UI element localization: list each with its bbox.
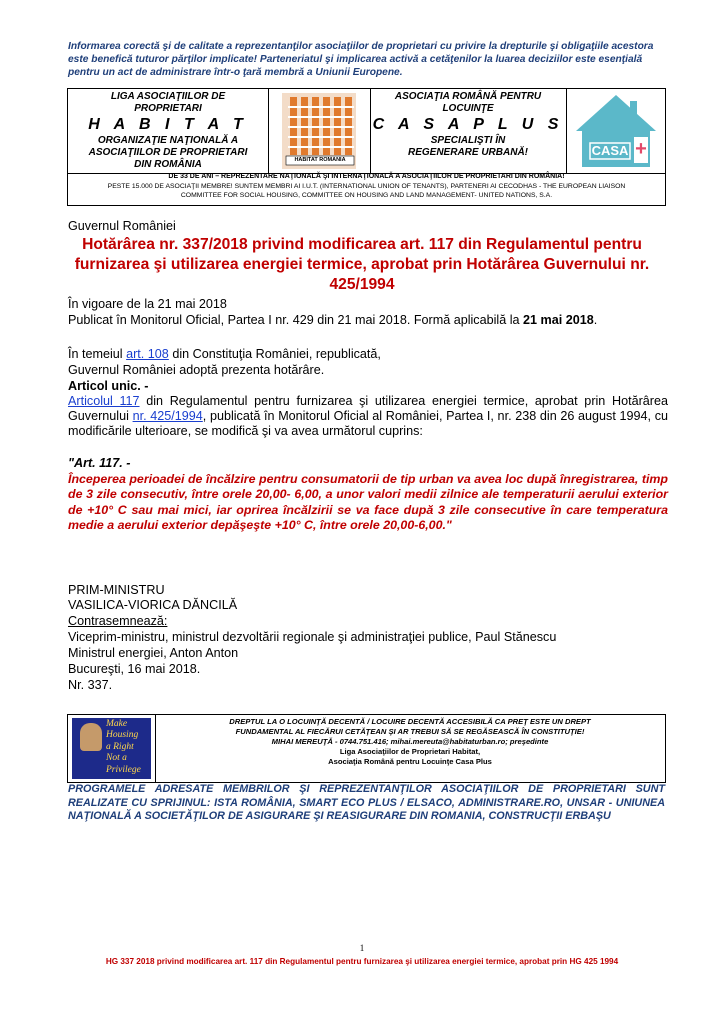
legal-basis (68, 347, 668, 362)
slogan-line: Housing (106, 730, 139, 741)
portrait-icon (80, 723, 102, 751)
membership-strip (67, 172, 666, 206)
bb-line1: DREPTUL LA O LOCUINŢĂ DECENTĂ / LOCUIRE DECENTĂ ACCESIBILĂ CA PREŢ ESTE UN DREPT (229, 717, 591, 726)
house-logo-icon (566, 89, 665, 173)
strip-line3: COMMITTEE FOR SOCIAL HOUSING, COMMITTEE ON HOUSING AND LAND MANAGEMENT- UNITED NATIONS, S.A. (180, 192, 553, 199)
art-117-label: "Art. 117. - (68, 456, 131, 470)
signatory-1: Viceprim-ministru, ministrul dezvoltării regionale şi administraţiei publice, Paul Stănescu (68, 630, 557, 644)
housing-right-box (67, 714, 666, 783)
habitat-logo (268, 89, 371, 173)
header-box (67, 88, 666, 174)
habitat-line1: LIGA ASOCIAŢIILOR DE (110, 91, 226, 102)
casaplus-name: C A S A P L U S (372, 116, 564, 133)
slogan-line: Not a (106, 753, 127, 764)
art-108-link[interactable]: art. 108 (126, 347, 169, 361)
hg-425-1994-link[interactable]: nr. 425/1994 (132, 409, 203, 423)
casaplus-line1: ASOCIAŢIA ROMÂNĂ PENTRU (394, 91, 542, 102)
body-part2: , publicată în Monitorul Oficial al României, Partea I, nr. 238 din 26 august 1994, cu modificările ulterioare, se modifică şi va avea următorul cuprins: (68, 409, 669, 438)
habitat-logo-text: HABITAT ROMANIA (294, 157, 346, 163)
habitat-org-block (68, 89, 269, 173)
casaplus-line4: REGENERARE URBANĂ! (407, 147, 528, 158)
habitat-line5: DIN ROMÂNIA (134, 159, 202, 170)
bb-line4: Liga Asociaţiilor de Proprietari Habitat, (339, 747, 481, 756)
signatory-2: Ministrul energiei, Anton Anton (68, 646, 239, 660)
place-date: Bucureşti, 16 mai 2018. (68, 662, 201, 676)
pm-name: VASILICA-VIORICA DĂNCILĂ (68, 598, 238, 612)
article-body (68, 394, 668, 439)
published-date: 21 mai 2018 (523, 313, 594, 327)
footer-text: HG 337 2018 privind modificarea art. 117 din Regulamentul pentru furnizarea şi utilizarea energiei termice, aprobat prin HG 425 1994 (105, 957, 619, 966)
slogan-line: Privilege (106, 764, 141, 775)
pm-title: PRIM-MINISTRU (68, 583, 165, 597)
bb-line3: MIHAI MEREUŢĂ - 0744.751.416; mihai.mereuta@habitaturban.ro; preşedinte (271, 737, 549, 746)
decision-title: Hotărârea nr. 337/2018 privind modificarea art. 117 din Regulamentul pentru furnizarea şi utilizarea energiei termice, aprobat prin Hotărârea Guvernului nr. 425/1994 (74, 236, 650, 293)
habitat-line2: PROPRIETARI (134, 103, 202, 114)
published-text: Publicat în Monitorul Oficial, Partea I nr. 429 din 21 mai 2018. Formă aplicabilă la (68, 313, 524, 327)
casa-logo-text: CASA (591, 143, 629, 158)
slogan-line: a Right (106, 741, 134, 752)
housing-right-text (156, 717, 664, 767)
housing-slogan (106, 719, 152, 776)
habitat-line3: ORGANIZAŢIE NAŢIONALĂ A (97, 135, 239, 146)
casaplus-org-block (370, 89, 567, 173)
casaplus-line3: SPECIALIŞTI ÎN (430, 135, 506, 146)
basis-pre: În temeiul (68, 347, 127, 361)
in-force: În vigoare de la 21 mai 2018 (68, 297, 227, 311)
published-info (68, 313, 668, 328)
strip-line1: DE 33 DE ANI – REPREZENTARE NAŢIONALĂ ŞI INTERNAŢIONALĂ A ASOCIAŢIILOR DE PROPRIETARI DIN ROMÂNIA! (168, 173, 565, 180)
article-heading: Articol unic. - (68, 379, 149, 393)
plus-icon: + (635, 138, 647, 160)
bb-line5: Asociaţia Română pentru Locuinţe Casa Plus (328, 757, 492, 766)
intro-text: Informarea corectă şi de calitate a reprezentanţilor asociaţiilor de proprietari cu privire la drepturile şi obligaţiile acestora este benefică tuturor părţilor implicate! Parteneriatul şi implicarea activă a cetăţenilor la luarea deciziilor este esenţială pentru un act de administrare într-o ţară membră a Uniunii Europene. (68, 41, 654, 78)
partners-text: PROGRAMELE ADRESATE MEMBRILOR ŞI REPREZENTANŢILOR ASOCIAŢIILOR DE PROPRIETARI SUNT REALIZATE CU SPRIJINUL: ISTA ROMÂNIA, SMART ECO PLUS / ELSACO, ADMINISTRARE.RO, UNSAR - UNIUNEA NAŢIONALĂ A SOCIETĂŢILOR DE ASIGURARE ŞI REASIGURARE DIN ROMANIA, CONSTRUCŢII ERBAŞU (68, 783, 665, 823)
articolul-117-link[interactable]: Articolul 117 (68, 394, 140, 408)
page-number: 1 (359, 943, 365, 953)
countersign: Contrasemnează: (68, 614, 168, 628)
body-part1: din Regulamentul pentru furnizarea şi utilizarea energiei termice, aprobat prin Hotărârea Guvernului (68, 394, 668, 423)
bb-line2: FUNDAMENTAL AL FIECĂRUI CETĂŢEAN ŞI AR TREBUI SĂ SE REGĂSEASCĂ ÎN CONSTITUŢIE! (235, 727, 585, 736)
adoption: Guvernul României adoptă prezenta hotărâre. (68, 363, 325, 377)
published-end: . (593, 313, 598, 327)
art-117-text: Începerea perioadei de încălzire pentru consumatorii de tip urban va avea loc după înregistrarea, timp de 3 zile consecutiv, între orele 20,00- 6,00, a unor valori medii zilnice ale temperaturii aerului exterior de +10° C sau mai mici, iar oprirea încălzirii se va face după 3 zile consecutive în care temperatura medie a aerului exterior depăşeşte +10° C, între orele 20,00-6,00." (68, 472, 668, 533)
issuer: Guvernul României (68, 219, 176, 233)
casaplus-logo (566, 89, 665, 173)
decision-number: Nr. 337. (68, 678, 113, 692)
slogan-line: Make (106, 719, 128, 729)
basis-post: din Constituţia României, republicată, (168, 347, 381, 361)
casaplus-line2: LOCUINŢE (442, 103, 494, 114)
habitat-line4: ASOCIAŢIILOR DE PROPRIETARI (88, 147, 248, 158)
habitat-name: H A B I T A T (88, 116, 248, 133)
housing-right-image (68, 715, 156, 782)
strip-line2: PESTE 15.000 DE ASOCIAŢII MEMBRE! SUNTEM MEMBRI AI I.U.T. (INTERNATIONAL UNION OF TENANTS), PARTENERI AI CECODHAS - THE EUROPEAN LIAISON (107, 182, 626, 190)
